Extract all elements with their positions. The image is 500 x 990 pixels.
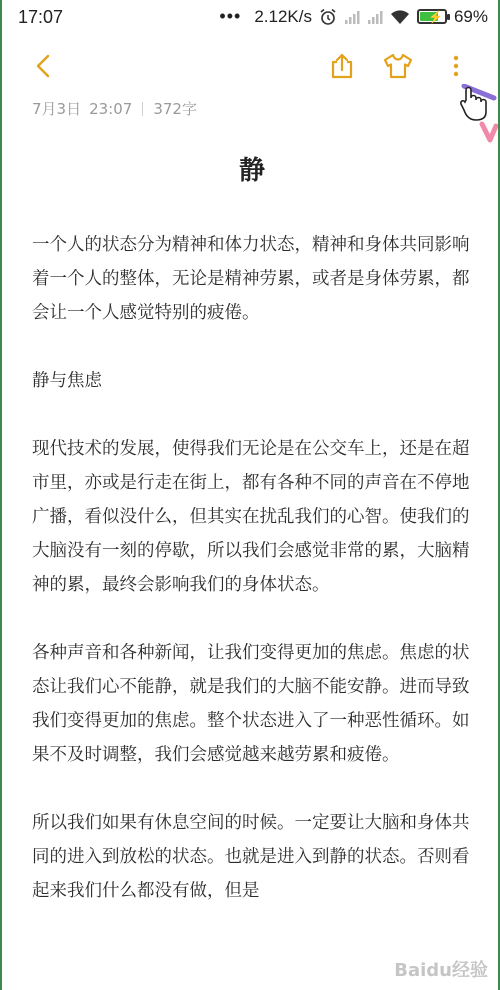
- note-toolbar: [2, 40, 500, 90]
- note-title[interactable]: 静: [238, 156, 265, 186]
- signal-icon-2: [367, 9, 383, 25]
- meta-divider: [142, 102, 143, 116]
- chevron-left-icon: [33, 53, 55, 79]
- note-char-count: 372字: [153, 100, 197, 118]
- notification-dots: •••: [219, 6, 242, 26]
- battery-icon: ⚡: [417, 9, 447, 24]
- paragraph: 现代技术的发展，使得我们无论是在公交车上，还是在超市里，亦或是行走在街上，都有各种不同的声音在不停地广播，看似没什么，但其实在扰乱我们的心智。使我们的大脑没有一刻的停歇，所以我们会感觉非常的累，大脑精神的累，最终会影响我们的身体状态。: [32, 439, 470, 595]
- share-icon: [328, 52, 356, 80]
- paragraph: 各种声音和各种新闻，让我们变得更加的焦虑。焦虑的状态让我们心不能静，就是我们的大脑不能安静。进而导致我们变得更加的焦虑。整个状态进入了一种恶性循环。如果不及时调整，我们会感觉越来越劳累和疲倦。: [32, 643, 470, 765]
- theme-button[interactable]: [382, 50, 414, 82]
- note-time: 23:07: [89, 99, 133, 118]
- status-bar: [2, 0, 500, 34]
- note-meta: [32, 98, 197, 119]
- battery-percent: 69%: [453, 6, 488, 26]
- paragraph: 静与焦虑: [32, 371, 102, 391]
- note-date: 7月3日: [32, 100, 82, 118]
- share-button[interactable]: [326, 50, 358, 82]
- watermark: Baidu经验: [394, 960, 488, 981]
- network-speed: 2.12K/s: [254, 6, 312, 26]
- more-button[interactable]: [440, 50, 472, 82]
- status-time: 17:07: [18, 7, 64, 27]
- back-button[interactable]: [28, 50, 60, 82]
- wifi-icon: [390, 9, 410, 25]
- alarm-icon: [319, 8, 337, 26]
- signal-icon: [344, 9, 360, 25]
- note-body[interactable]: [32, 228, 476, 942]
- shirt-icon: [382, 52, 414, 80]
- more-vertical-icon: [451, 53, 461, 79]
- paragraph: 所以我们如果有休息空间的时候。一定要让大脑和身体共同的进入到放松的状态。也就是进入到静的状态。否则看起来我们什么都没有做，但是: [32, 813, 470, 901]
- paragraph: 一个人的状态分为精神和体力状态，精神和身体共同影响着一个人的整体，无论是精神劳累，或者是身体劳累，都会让一个人感觉特别的疲倦。: [32, 235, 470, 323]
- hand-cursor-icon: [458, 84, 500, 158]
- status-icons: [219, 6, 488, 27]
